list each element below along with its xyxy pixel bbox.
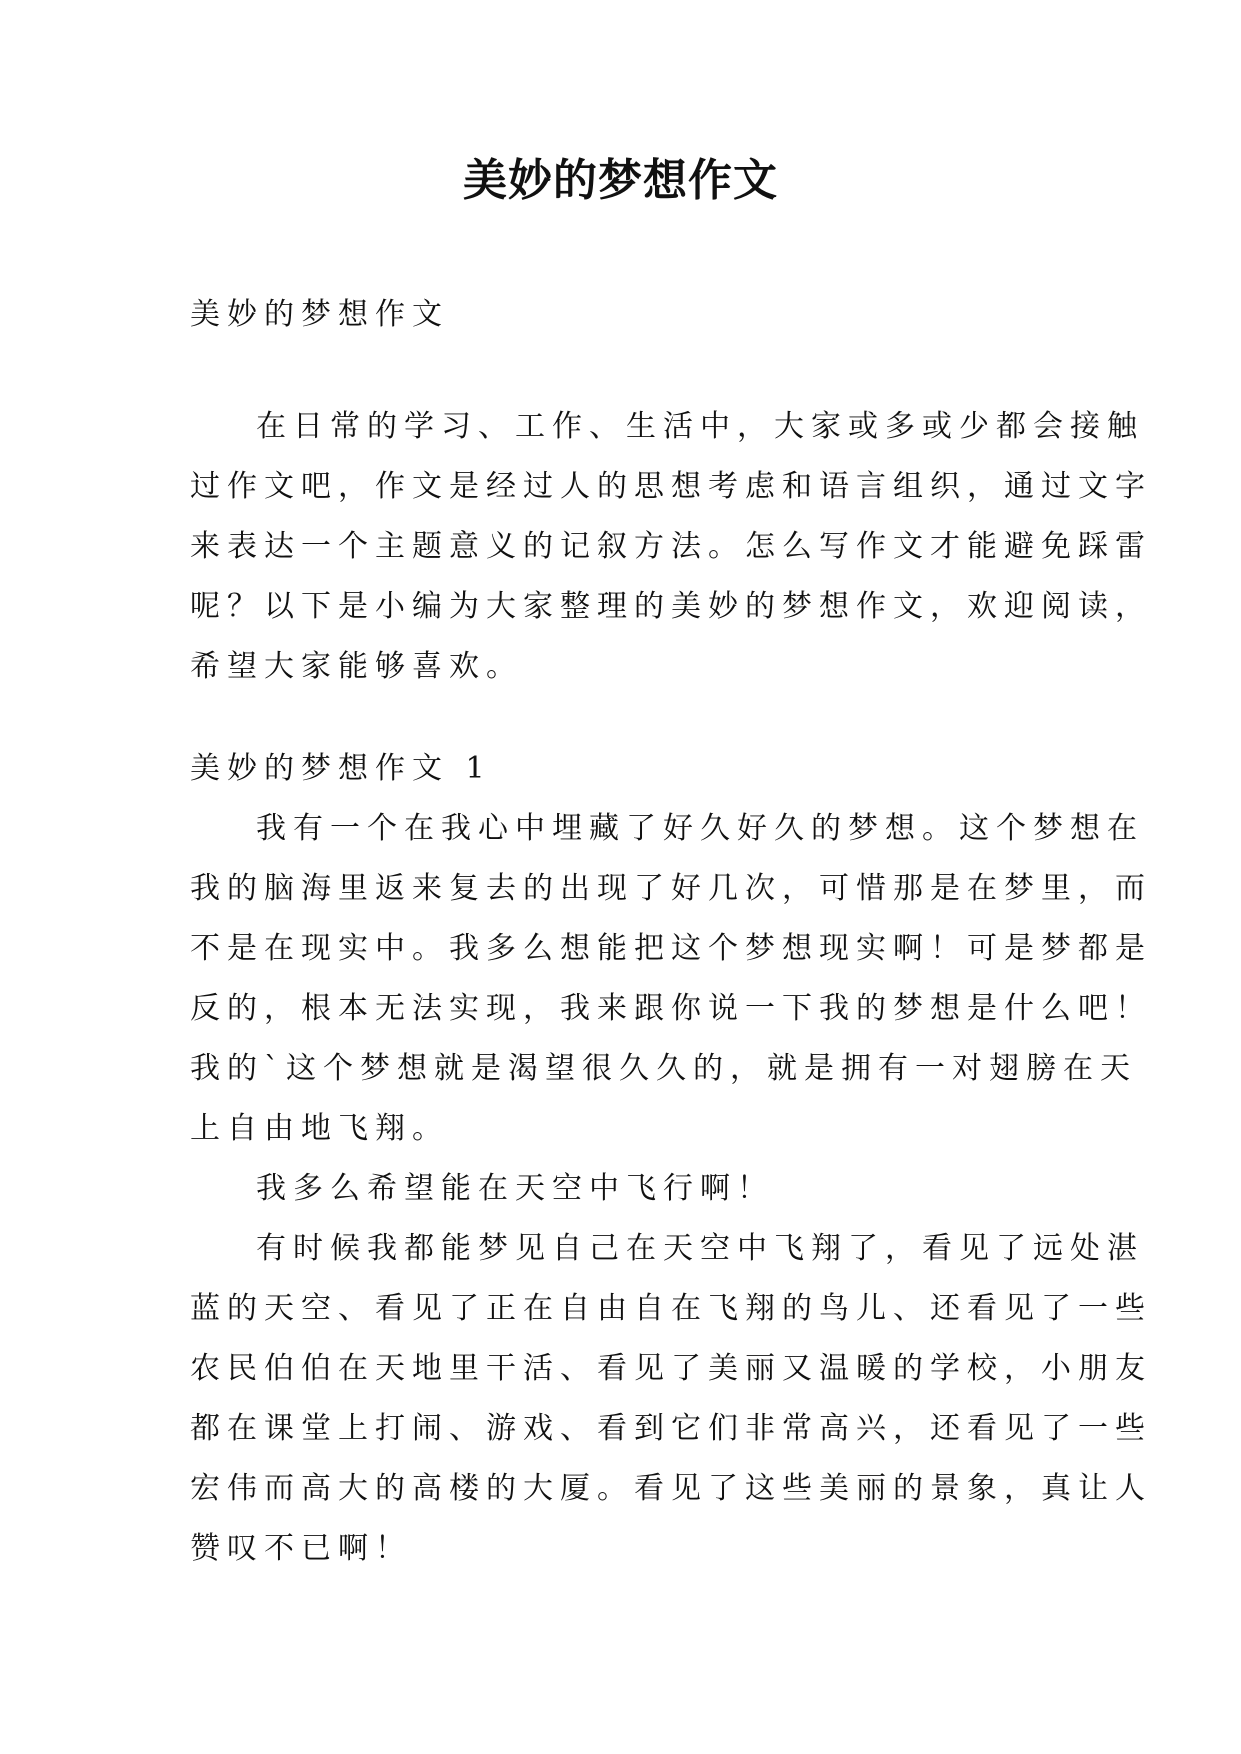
section-heading: 美妙的梦想作文 1: [190, 751, 492, 786]
paragraph-line: 都在课堂上打闹、游戏、看到它们非常高兴，还看见了一些: [190, 1411, 1152, 1446]
paragraph-line: 赞叹不已啊！: [190, 1531, 412, 1566]
paragraph-line: 上自由地飞翔。: [190, 1111, 449, 1146]
subtitle: 美妙的梦想作文: [190, 297, 449, 332]
paragraph-line: 宏伟而高大的高楼的大厦。看见了这些美丽的景象，真让人: [190, 1471, 1152, 1506]
paragraph-3: [190, 1219, 1152, 1579]
paragraph-line: 我有一个在我心中埋藏了好久好久的梦想。这个梦想在: [256, 811, 1144, 846]
paragraph-line: 蓝的天空、看见了正在自由自在飞翔的鸟儿、还看见了一些: [190, 1291, 1152, 1326]
intro-line: 呢？以下是小编为大家整理的美妙的梦想作文，欢迎阅读，: [190, 589, 1152, 624]
paragraph-1: [190, 799, 1152, 1159]
intro-line: 在日常的学习、工作、生活中，大家或多或少都会接触: [256, 409, 1144, 444]
intro-line: 来表达一个主题意义的记叙方法。怎么写作文才能避免踩雷: [190, 529, 1152, 564]
intro-line: 希望大家能够喜欢。: [190, 649, 523, 684]
document-body: [190, 285, 1152, 1579]
paragraph-line: 农民伯伯在天地里干活、看见了美丽又温暖的学校，小朋友: [190, 1351, 1152, 1386]
paragraph-line: 我的`这个梦想就是渴望很久久的，就是拥有一对翅膀在天: [190, 1051, 1137, 1086]
document-title: 美妙的梦想作文: [463, 155, 778, 206]
intro-line: 过作文吧，作文是经过人的思想考虑和语言组织，通过文字: [190, 469, 1152, 504]
paragraph-line: 反的，根本无法实现，我来跟你说一下我的梦想是什么吧！: [190, 991, 1152, 1026]
paragraph-line: 我多么希望能在天空中飞行啊！: [256, 1171, 774, 1206]
paragraph-line: 不是在现实中。我多么想能把这个梦想现实啊！可是梦都是: [190, 931, 1152, 966]
intro-paragraph: [190, 397, 1152, 697]
paragraph-line: 有时候我都能梦见自己在天空中飞翔了，看见了远处湛: [256, 1231, 1144, 1266]
paragraph-line: 我的脑海里返来复去的出现了好几次，可惜那是在梦里，而: [190, 871, 1152, 906]
paragraph-2: [190, 1159, 1060, 1219]
